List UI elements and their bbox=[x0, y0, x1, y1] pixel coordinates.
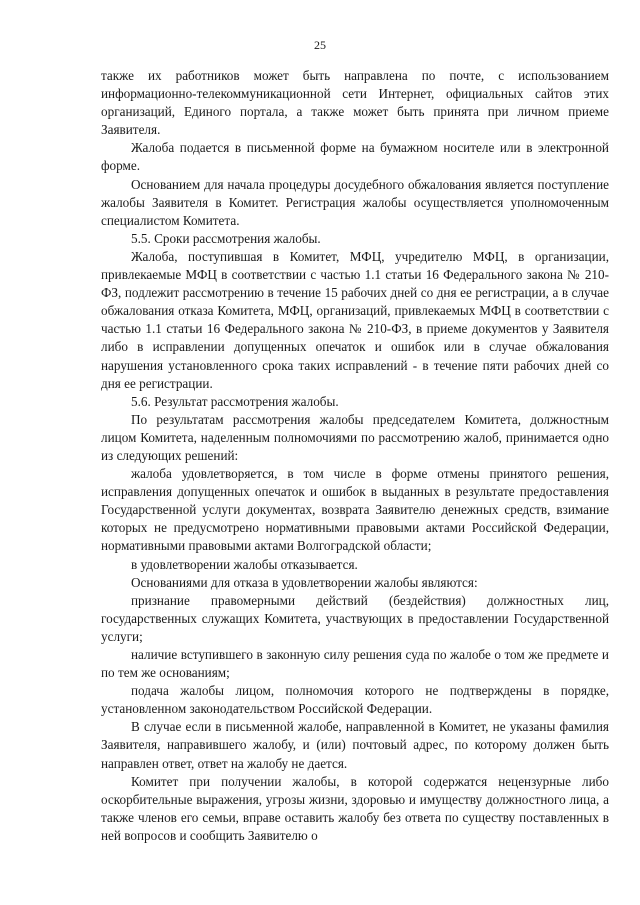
paragraph-ground-lawful-actions: признание правомерными действий (бездействия) должностных лиц, государственных служащих Комитета, участвующих в предоставлении Государственной услуги; bbox=[101, 592, 609, 644]
document-body bbox=[101, 67, 609, 845]
paragraph-complaint-form: Жалоба подается в письменной форме на бумажном носителе или в электронной форме. bbox=[101, 140, 609, 174]
paragraph-complaint-satisfied: жалоба удовлетворяется, в том числе в форме отмены принятого решения, исправления допущенных опечаток и ошибок в выданных в результате предоставления Государственной услуги документах, возврата Заявителю денежных средств, взимание которых не предусмотрено нормативными правовыми актами Российской Федерации, нормативными правовыми актами Волгоградской области; bbox=[101, 466, 609, 554]
paragraph-ground-court-decision: наличие вступившего в законную силу решения суда по жалобе о том же предмете и по тем же основаниям; bbox=[101, 647, 609, 681]
paragraph-no-address: В случае если в письменной жалобе, направленной в Комитет, не указаны фамилия Заявителя, направившего жалобу, и (или) почтовый адрес, по которому должен быть направлен ответ, ответ на жалобу не дается. bbox=[101, 719, 609, 771]
page-number: 25 bbox=[314, 38, 326, 52]
section-heading-5-6: 5.6. Результат рассмотрения жалобы. bbox=[131, 393, 339, 409]
paragraph-obscene-content: Комитет при получении жалобы, в которой содержатся нецензурные либо оскорбительные выражения, угрозы жизни, здоровью и имуществу должностного лица, а также членов его семьи, вправе оставить жалобу без ответа по существу поставленных в ней вопросов и сообщить Заявителю о bbox=[101, 773, 609, 843]
paragraph-denial-grounds: Основаниями для отказа в удовлетворении жалобы являются: bbox=[131, 574, 478, 590]
paragraph-ground-unauthorized: подача жалобы лицом, полномочия которого не подтверждены в порядке, установленном законодательством Российской Федерации. bbox=[101, 683, 609, 717]
paragraph-review-results: По результатам рассмотрения жалобы председателем Комитета, должностным лицом Комитета, наделенным полномочиями по рассмотрению жалоб, принимается одно из следующих решений: bbox=[101, 411, 609, 463]
paragraph-grounds-procedure: Основанием для начала процедуры досудебного обжалования является поступление жалобы Заявителя в Комитет. Регистрация жалобы осуществляется уполномоченным специалистом Комитета. bbox=[101, 176, 609, 228]
paragraph-continuation: также их работников может быть направлена по почте, с использованием информационно-телекоммуникационной сети Интернет, официальных сайтов этих организаций, Единого портала, а также может быть принята при личном приеме Заявителя. bbox=[101, 68, 609, 138]
paragraph-review-terms: Жалоба, поступившая в Комитет, МФЦ, учредителю МФЦ, в организации, привлекаемые МФЦ в соответствии с частью 1.1 статьи 16 Федерального закона № 210-ФЗ, подлежит рассмотрению в течение 15 рабочих дней со дня ее регистрации, а в случае обжалования отказа Комитета, МФЦ, организаций, привлекаемых МФЦ в соответствии с частью 1.1 статьи 16 Федерального закона № 210-ФЗ, в приеме документов у Заявителя либо в исправлении допущенных опечаток и ошибок или в случае обжалования нарушения установленного срока таких исправлений - в течение пяти рабочих дней со дня ее регистрации. bbox=[101, 248, 609, 391]
section-heading-5-5: 5.5. Сроки рассмотрения жалобы. bbox=[131, 230, 321, 246]
paragraph-complaint-denied: в удовлетворении жалобы отказывается. bbox=[131, 556, 358, 572]
